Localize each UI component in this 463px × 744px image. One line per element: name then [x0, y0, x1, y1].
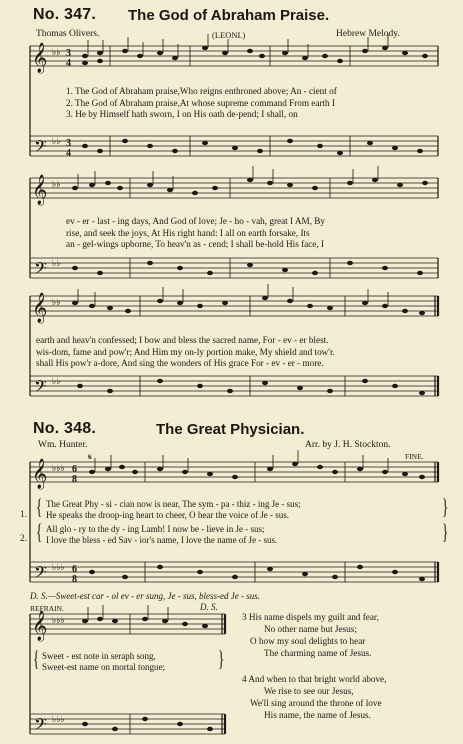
lyric-line: an - gel-wings upborne, To heav'n as - cend; I shall be-hold His face, I: [66, 239, 325, 250]
svg-text:♭♭: ♭♭: [52, 47, 61, 57]
stanza-line: 3 His name dispels my guilt and fear,: [242, 612, 379, 622]
lyric-line: ev - er - last - ing days, And God of love; Je - ho - vah, great I AM, By: [66, 216, 325, 226]
stanza-line: We'll sing around the throne of love: [250, 698, 382, 708]
svg-text:6: 6: [72, 564, 77, 575]
svg-text:♭♭: ♭♭: [52, 297, 61, 307]
stanza-line: No other name but Jesus;: [264, 624, 357, 634]
svg-text:𝄞: 𝄞: [32, 293, 48, 323]
arranger-348: Arr. by J. H. Stockton.: [305, 440, 391, 450]
svg-text:8: 8: [72, 474, 77, 485]
verse-brace: }: [442, 494, 449, 519]
refrain-brace: {: [33, 646, 40, 671]
music-system-348-refrain: [0, 608, 240, 744]
stanza-line: 4 And when to that bright world above,: [242, 674, 387, 684]
refrain-label: REFRAIN.: [30, 604, 64, 613]
lyric-line: earth and heav'n confessed; I bow and bless the sacred name, For - ev - er blest.: [36, 335, 329, 345]
hymn-title-348: The Great Physician.: [156, 421, 305, 438]
svg-text:𝄢: 𝄢: [34, 562, 47, 586]
svg-text:𝄞: 𝄞: [32, 459, 48, 489]
lyric-line: All glo - ry to the dy - ing Lamb! I now be - lieve in Je - sus;: [46, 524, 265, 534]
refrain-lyrics: [42, 651, 165, 673]
author-348: Wm. Hunter.: [38, 440, 88, 450]
verse-brace: }: [442, 519, 449, 544]
lyric-line: rise, and seek the joys, At His right hand: I all on earth forsake, Its: [66, 227, 310, 238]
svg-text:8: 8: [72, 574, 77, 585]
hymn-number-348: No. 348.: [33, 420, 96, 437]
svg-text:♭♭♭: ♭♭♭: [52, 615, 65, 625]
svg-text:𝄋: 𝄋: [88, 452, 92, 462]
tune-name-347: (LEONI.): [212, 30, 246, 40]
lyric-line: 1. The God of Abraham praise,Who reigns enthroned above; An - cient of: [66, 86, 337, 96]
stanza-line: O how my soul delights to hear: [250, 636, 366, 646]
stanza-line: We rise to see our Jesus,: [264, 686, 354, 696]
lyrics-348-verses: [46, 499, 444, 546]
lyric-line: I love the bless - ed Sav - ior's name, I love the name of Je - sus.: [46, 535, 278, 545]
hymn-title-347: The God of Abraham Praise.: [128, 7, 330, 24]
ds-line: D. S.—Sweet-est car - ol ev - er sung, Je - sus, bless-ed Je - sus.: [30, 591, 260, 601]
svg-text:♭♭: ♭♭: [52, 179, 61, 189]
svg-text:4: 4: [66, 58, 71, 69]
verse-brace: {: [36, 519, 43, 544]
svg-text:𝄢: 𝄢: [34, 376, 47, 400]
fine-mark: FINE.: [405, 452, 424, 461]
stanza-line: The charming name of Jesus.: [264, 648, 372, 658]
svg-text:♭♭: ♭♭: [52, 136, 61, 146]
svg-text:6: 6: [72, 464, 77, 475]
stanza-4: [242, 673, 386, 721]
stanza-line: His name, the name of Jesus.: [264, 710, 371, 720]
lyric-line: Sweet - est note in seraph song,: [42, 651, 156, 661]
stanza-3: [242, 611, 379, 659]
lyrics-347-system1: [66, 86, 337, 121]
svg-text:𝄞: 𝄞: [32, 43, 48, 73]
svg-text:♭♭♭: ♭♭♭: [52, 463, 65, 473]
lyric-line: wis-dom, fame and pow'r; And Him my on-ly portion make, My shield and tow'r.: [36, 346, 335, 357]
verse-number-2: 2.: [20, 534, 28, 544]
lyric-line: Sweet-est name on mortal tongue;: [42, 662, 165, 672]
refrain-brace: }: [218, 646, 225, 671]
lyric-line: shall His pow'r a-dore, And sing the wonders of His grace For - ev - er - more.: [36, 358, 324, 369]
svg-text:3: 3: [66, 48, 71, 59]
verse-number-1: 1.: [20, 510, 28, 520]
lyric-line: 3. He by Himself hath sworn, I on His oath de-pend; I shall, on: [66, 109, 298, 120]
author-347: Thomas Olivers.: [36, 29, 100, 39]
svg-text:♭♭: ♭♭: [52, 258, 61, 268]
lyric-line: 2. The God of Abraham praise,At whose supreme command From earth I: [66, 97, 336, 108]
svg-text:𝄞: 𝄞: [32, 611, 48, 641]
svg-text:𝄢: 𝄢: [34, 136, 47, 160]
ds-mark: D. S.: [200, 602, 218, 612]
lyric-line: The Great Phy - si - cian now is near, The sym - pa - thiz - ing Je - sus;: [46, 499, 301, 509]
hymn-number-347: No. 347.: [33, 6, 96, 23]
svg-text:𝄞: 𝄞: [32, 175, 48, 205]
svg-text:𝄢: 𝄢: [34, 258, 47, 282]
svg-text:4: 4: [66, 148, 71, 159]
lyrics-347-system3: [36, 335, 335, 370]
source-347: Hebrew Melody.: [336, 29, 400, 39]
svg-text:3: 3: [66, 138, 71, 149]
svg-text:♭♭: ♭♭: [52, 376, 61, 386]
svg-text:♭♭♭: ♭♭♭: [52, 714, 65, 724]
lyrics-347-system2: [66, 216, 325, 251]
svg-text:♭♭♭: ♭♭♭: [52, 562, 65, 572]
lyric-line: He speaks the droop-ing heart to cheer, O hear the voice of Je - sus.: [46, 510, 290, 520]
verse-brace: {: [36, 494, 43, 519]
svg-text:𝄢: 𝄢: [34, 714, 47, 738]
